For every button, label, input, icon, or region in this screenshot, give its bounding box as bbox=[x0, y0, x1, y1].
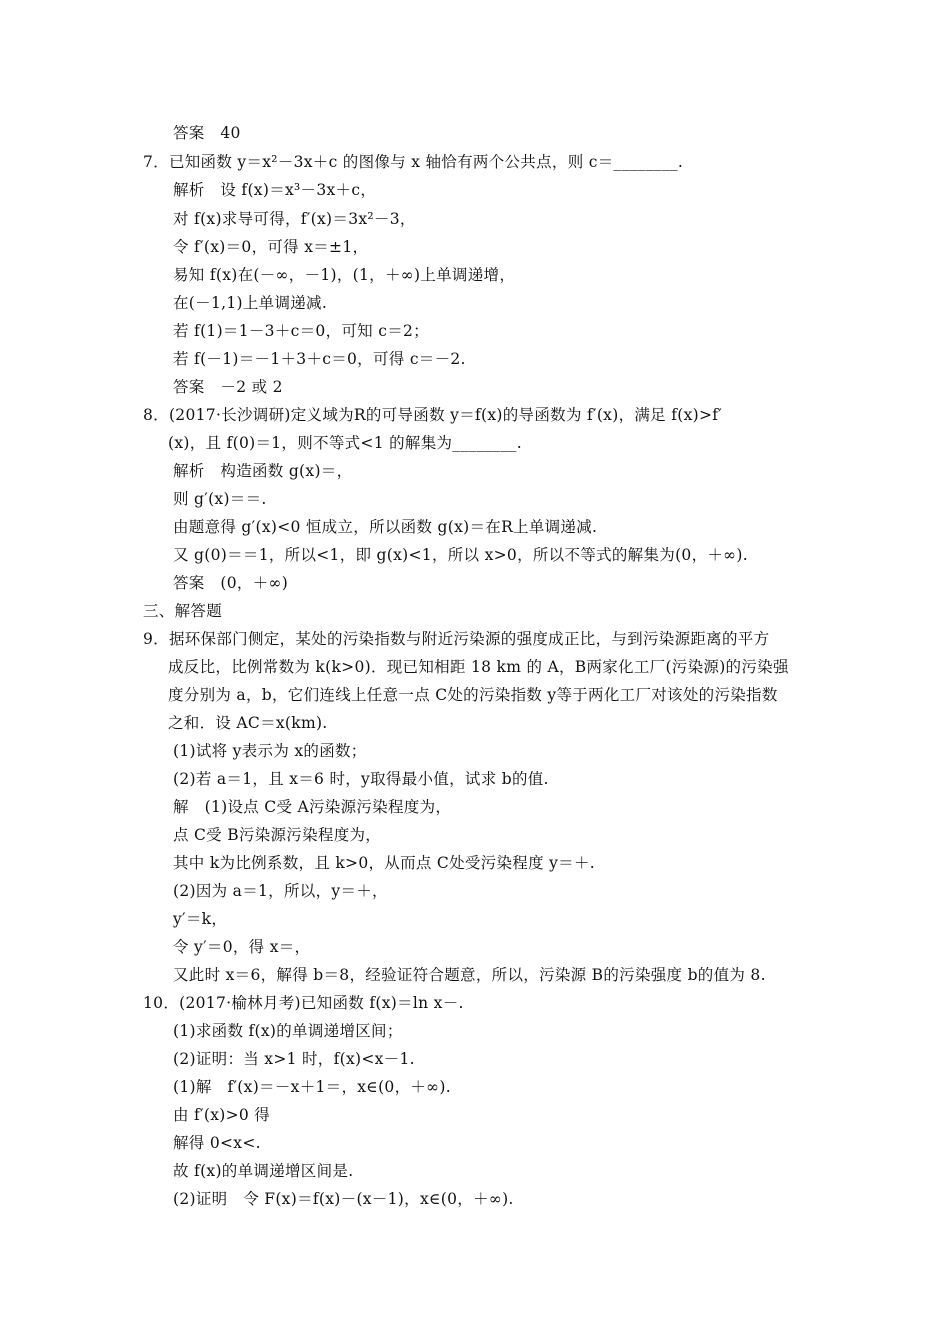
q10-solution-line-4: 故 f(x)的单调递增区间是. bbox=[173, 1162, 354, 1180]
q7-solution-line-6: 若 f(1)＝1－3＋c＝0，可知 c＝2； bbox=[173, 322, 429, 340]
answer-q7: 答案 －2 或 2 bbox=[173, 378, 283, 396]
q9-part-1: (1)试将 y表示为 x的函数； bbox=[173, 742, 367, 760]
question-9-line-2: 成反比，比例常数为 k(k>0)．现已知相距 18 km 的 A，B两家化工厂(污染源)的污染强 bbox=[168, 658, 789, 676]
q9-solution-line-5: y′＝k， bbox=[173, 910, 228, 928]
q8-solution-line-2: 则 g′(x)＝＝. bbox=[173, 490, 267, 508]
q10-solution-line-2: 由 f′(x)>0 得 bbox=[173, 1106, 271, 1124]
q9-solution-line-6: 令 y′＝0，得 x＝， bbox=[173, 938, 311, 956]
q9-solution-line-4: (2)因为 a＝1，所以，y＝＋， bbox=[173, 882, 388, 900]
answer-q8: 答案 (0，＋∞) bbox=[173, 574, 289, 592]
q10-solution-line-5: (2)证明 令 F(x)＝f(x)－(x－1)，x∈(0，＋∞). bbox=[173, 1190, 514, 1208]
section-heading: 三、解答题 bbox=[143, 602, 223, 620]
q7-solution-line-3: 令 f′(x)＝0，可得 x＝±1， bbox=[173, 238, 369, 256]
q9-solution-line-1: 解 (1)设点 C受 A污染源污染程度为， bbox=[173, 798, 452, 816]
q8-solution-line-1: 解析 构造函数 g(x)＝， bbox=[173, 462, 353, 480]
q7-solution-line-5: 在(－1,1)上单调递减. bbox=[173, 294, 328, 312]
q8-solution-line-4: 又 g(0)＝＝1，所以<1，即 g(x)<1，所以 x>0，所以不等式的解集为(0，＋∞). bbox=[173, 546, 748, 564]
q9-solution-line-3: 其中 k为比例系数，且 k>0，从而点 C处受污染程度 y＝＋. bbox=[173, 854, 595, 872]
q10-part-2: (2)证明：当 x>1 时，f(x)<x－1. bbox=[173, 1050, 415, 1068]
q9-solution-line-7: 又此时 x＝6，解得 b＝8，经验证符合题意，所以，污染源 B的污染强度 b的值为 8. bbox=[173, 966, 766, 984]
question-9-line-1: 9．据环保部门侧定，某处的污染指数与附近污染源的强度成正比，与到污染源距离的平方 bbox=[143, 630, 770, 648]
q7-solution-line-1: 解析 设 f(x)＝x³－3x＋c， bbox=[173, 181, 377, 199]
q9-part-2: (2)若 a＝1，且 x＝6 时，y取得最小值，试求 b的值. bbox=[173, 770, 549, 788]
q7-solution-line-4: 易知 f(x)在(－∞，－1)，(1，＋∞)上单调递增， bbox=[173, 266, 516, 284]
q7-solution-line-7: 若 f(－1)＝－1＋3＋c＝0，可得 c＝－2. bbox=[173, 350, 466, 368]
question-10: 10．(2017·榆林月考)已知函数 f(x)＝ln x－. bbox=[143, 994, 464, 1012]
q10-solution-line-1: (1)解 f′(x)＝－x＋1＝，x∈(0，＋∞). bbox=[173, 1078, 451, 1096]
question-9-line-4: 之和．设 AC＝x(km). bbox=[168, 714, 328, 732]
q8-solution-line-3: 由题意得 g′(x)<0 恒成立，所以函数 g(x)＝在R上单调递减. bbox=[173, 518, 598, 536]
question-7: 7．已知函数 y＝x²－3x＋c 的图像与 x 轴恰有两个公共点，则 c＝________. bbox=[143, 153, 684, 171]
question-8-line-2: (x)，且 f(0)＝1，则不等式<1 的解集为________. bbox=[168, 434, 522, 452]
question-8-line-1: 8．(2017·长沙调研)定义域为R的可导函数 y＝f(x)的导函数为 f′(x)，满足 f(x)>f′ bbox=[143, 406, 723, 424]
q9-solution-line-2: 点 C受 B污染源污染程度为， bbox=[173, 826, 382, 844]
q7-solution-line-2: 对 f(x)求导可得，f′(x)＝3x²－3， bbox=[173, 210, 416, 228]
question-9-line-3: 度分别为 a，b，它们连线上任意一点 C处的污染指数 y等于两化工厂对该处的污染指数 bbox=[168, 686, 778, 704]
q10-part-1: (1)求函数 f(x)的单调递增区间； bbox=[173, 1022, 403, 1040]
q10-solution-line-3: 解得 0<x<. bbox=[173, 1134, 261, 1152]
answer-q6: 答案 40 bbox=[173, 124, 241, 142]
